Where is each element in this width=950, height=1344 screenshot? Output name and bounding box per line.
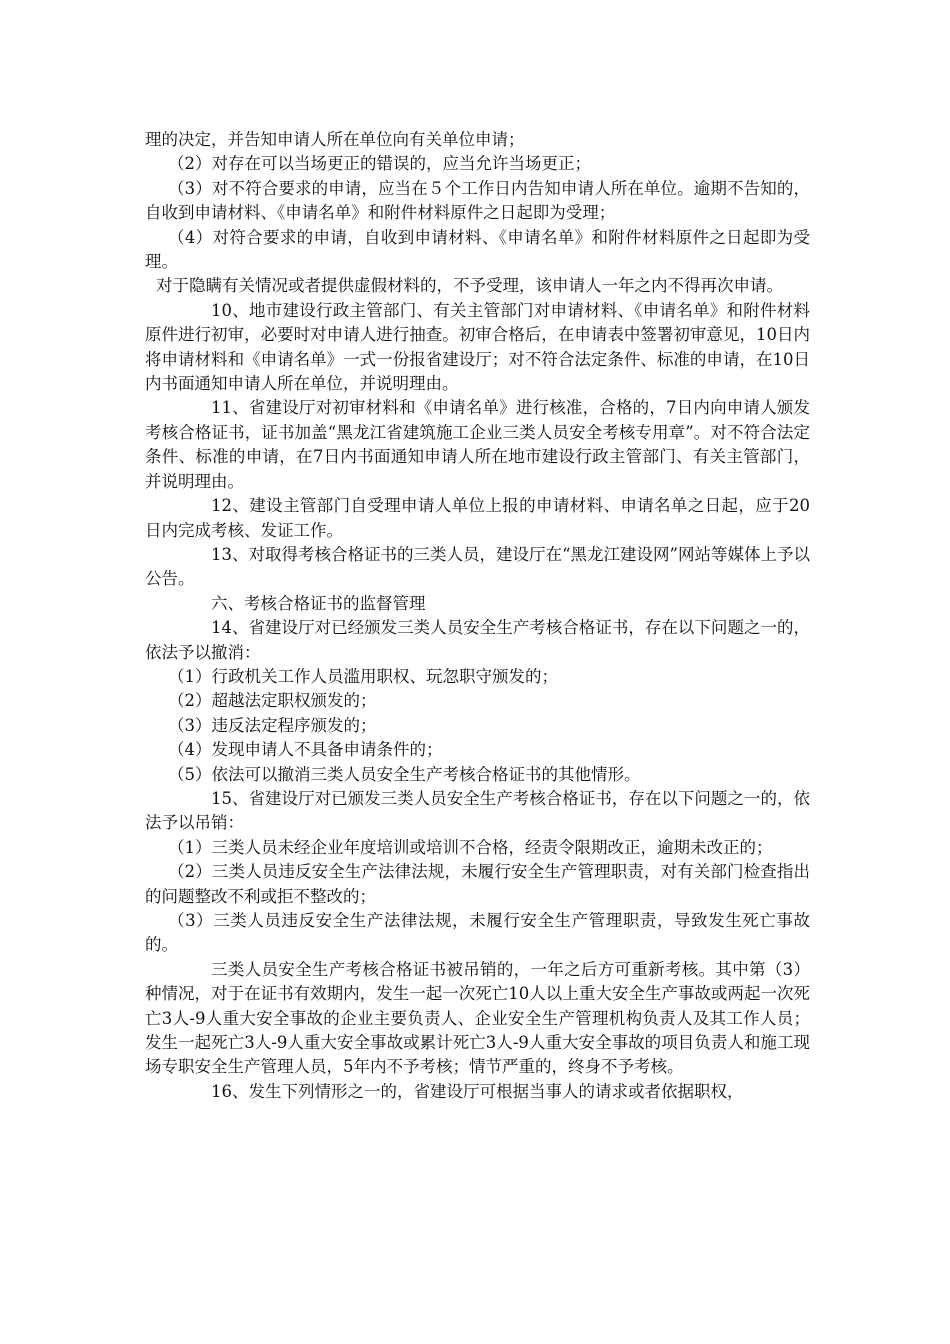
paragraph-5: 对于隐瞒有关情况或者提供虚假材料的，不予受理，该申请人一年之内不得再次申请。 xyxy=(156,276,783,296)
document-body xyxy=(145,128,810,1104)
paragraph-12: （1）行政机关工作人员滥用职权、玩忽职守颁发的； xyxy=(168,666,558,686)
paragraph-1: 理的决定，并告知申请人所在单位向有关单位申请； xyxy=(145,130,525,149)
paragraph-13: （2）超越法定职权颁发的； xyxy=(168,691,377,711)
paragraph-14: （3）违反法定程序颁发的； xyxy=(168,715,377,735)
paragraph-3: （3）对不符合要求的申请，应当在５个工作日内告知申请人所在单位。逾期不告知的，自收到申请材料、《申请名单》和附件材料原件之日起即为受理； xyxy=(145,178,810,223)
paragraph-20: （3）三类人员违反安全生产法律法规，未履行安全生产管理职责，导致发生死亡事故的。 xyxy=(145,911,810,955)
paragraph-8: 12、建设主管部门自受理申请人单位上报的申请材料、申请名单之日起，应于20日内完成考核、发证工作。 xyxy=(145,496,810,540)
paragraph-21: 三类人员安全生产考核合格证书被吊销的，一年之后方可重新考核。其中第（3）种情况，对于在证书有效期内，发生一起一次死亡10人以上重大安全生产事故或两起一次死亡3人-9人重大安全事故的企业主要负责人、企业安全生产管理机构负责人及其工作人员；发生一起死亡3人-9人重大安全事故或累计死亡3人-9人重大安全事故的项目负责人和施工现场专职安全生产管理人员，5年内不予考核；情节严重的，终身不予考核。 xyxy=(145,959,810,1077)
paragraph-9: 13、对取得考核合格证书的三类人员，建设厅在“黑龙江建设网”网站等媒体上予以公告。 xyxy=(145,544,810,589)
paragraph-2: （2）对存在可以当场更正的错误的，应当允许当场更正； xyxy=(168,154,591,174)
paragraph-19: （2）三类人员违反安全生产法律法规，未履行安全生产管理职责，对有关部门检查指出的问题整改不利或拒不整改的； xyxy=(145,862,810,906)
section-heading: 六、考核合格证书的监督管理 xyxy=(211,593,426,613)
paragraph-16: （5）依法可以撤消三类人员安全生产考核合格证书的其他情形。 xyxy=(168,764,641,784)
paragraph-22: 16、发生下列情形之一的，省建设厅可根据当事人的请求或者依据职权， xyxy=(211,1081,744,1101)
paragraph-7: 11、省建设厅对初审材料和《申请名单》进行核准，合格的，7日内向申请人颁发考核合格证书，证书加盖“黑龙江省建筑施工企业三类人员安全考核专用章”。对不符合法定条件、标准的申请，在7日内书面通知申请人所在地市建设行政主管部门、有关主管部门，并说明理由。 xyxy=(145,398,810,491)
paragraph-6: 10、地市建设行政主管部门、有关主管部门对申请材料、《申请名单》和附件材料原件进行初审，必要时对申请人进行抽查。初审合格后，在申请表中签署初审意见，10日内将申请材料和《申请名单》一式一份报省建设厅；对不符合法定条件、标准的申请，在10日内书面通知申请人所在单位，并说明理由。 xyxy=(145,300,810,394)
paragraph-11: 14、省建设厅对已经颁发三类人员安全生产考核合格证书，存在以下问题之一的，依法予以撤消： xyxy=(145,618,810,662)
paragraph-18: （1）三类人员未经企业年度培训或培训不合格，经责令限期改正，逾期未改正的； xyxy=(168,837,773,857)
paragraph-15: （4）发现申请人不具备申请条件的； xyxy=(168,740,443,760)
paragraph-17: 15、省建设厅对已颁发三类人员安全生产考核合格证书，存在以下问题之一的，依法予以吊销： xyxy=(145,788,810,833)
paragraph-4: （4）对符合要求的申请，自收到申请材料、《申请名单》和附件材料原件之日起即为受理。 xyxy=(145,227,810,272)
